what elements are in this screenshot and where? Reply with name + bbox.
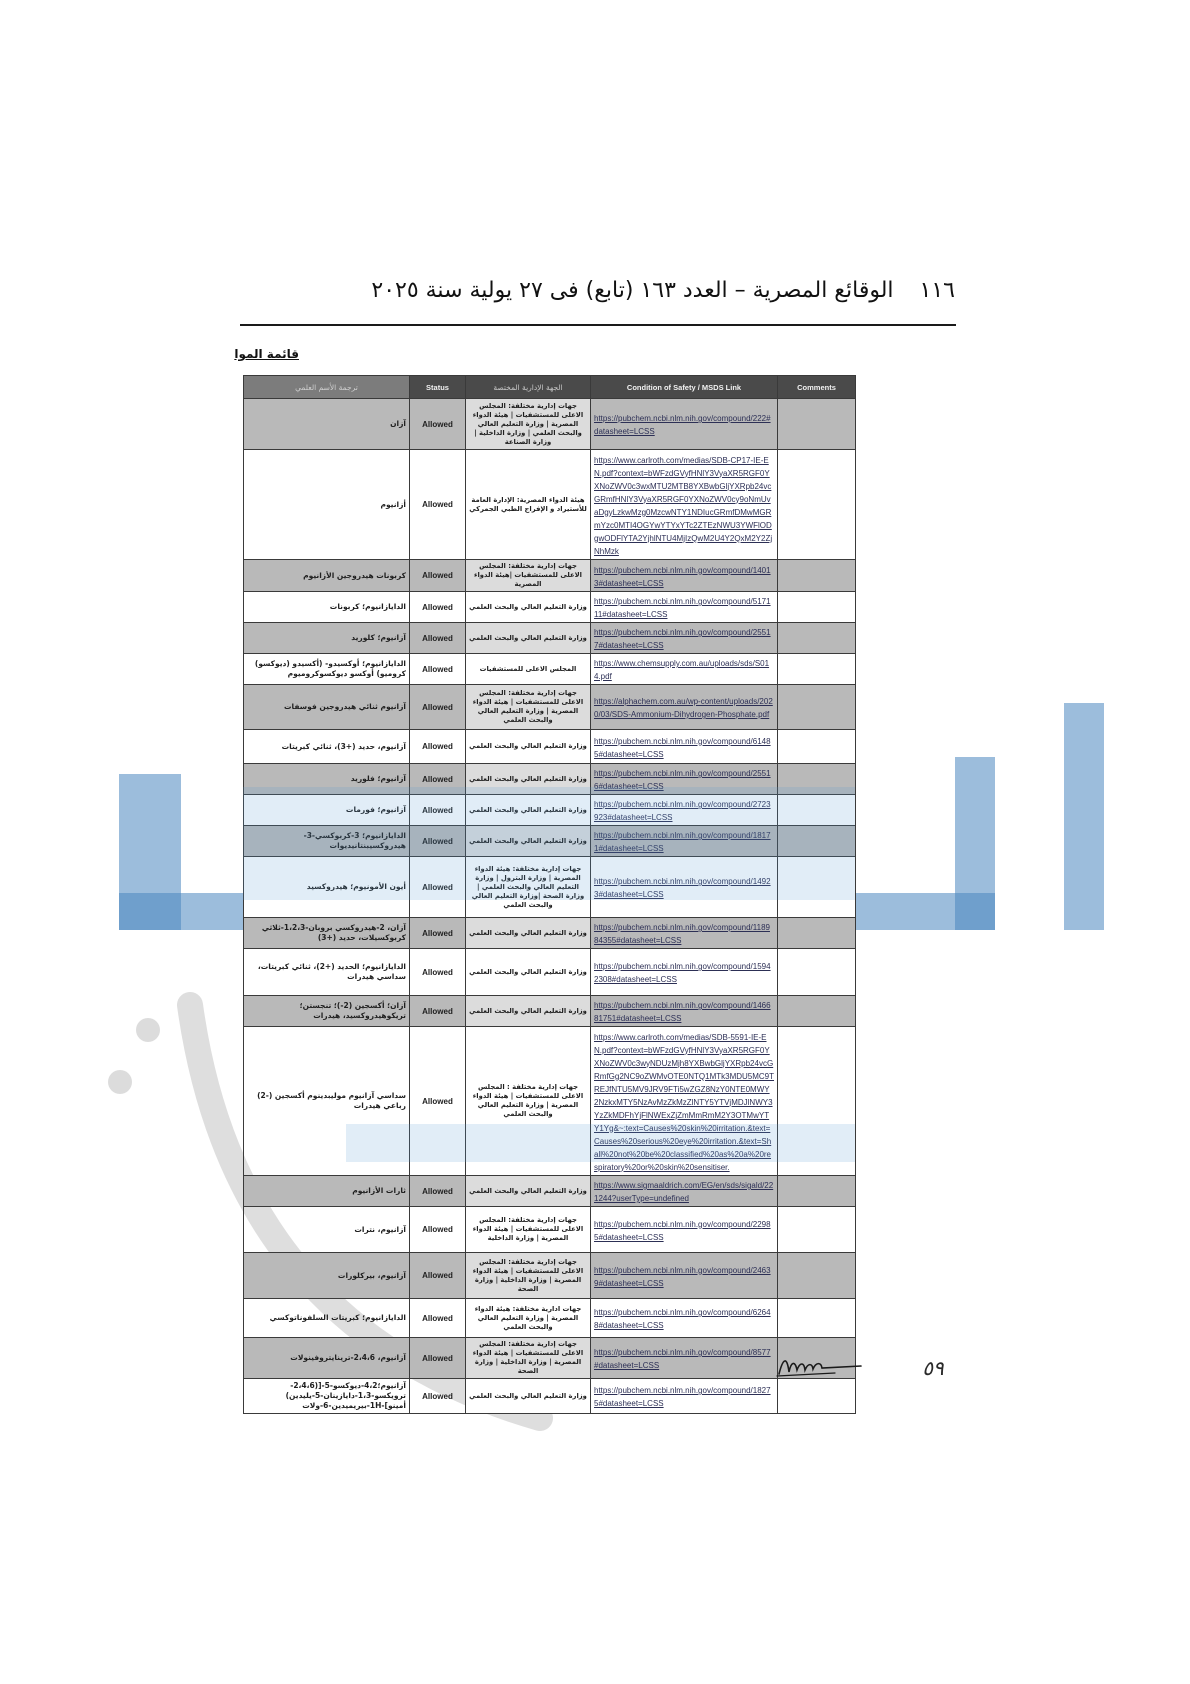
scientific-name-cell: آزانيوم ثنائي هيدروجين فوسفات <box>244 685 410 730</box>
comments-cell <box>778 795 856 826</box>
section-title: قائمة الموا <box>234 347 299 361</box>
msds-link[interactable]: https://pubchem.ncbi.nlm.nih.gov/compound/18171#datasheet=LCSS <box>594 831 771 853</box>
scientific-name-cell: كربونات هيدروجين الأزانيوم <box>244 560 410 592</box>
msds-link-cell <box>591 654 778 685</box>
table-row <box>244 654 856 685</box>
header-rule <box>240 324 956 326</box>
msds-link-cell <box>591 685 778 730</box>
status-cell: Allowed <box>410 730 466 764</box>
header-title: الوقائع المصرية – العدد ١٦٣ (تابع) فى ٢٧ يولية سنة ٢٠٢٥ <box>371 278 894 303</box>
column-header-name: ترجمة الأسم العلمي <box>244 376 410 399</box>
authority-cell: جهات إدارية مختلفة: المجلس الاعلى للمستشفيات | هيئة الدواء المصرية | وزارة التعليم العالي والبحث العلمي | وزارة الداخلية | وزارة الصناعة <box>466 399 591 450</box>
scientific-name-cell: الدايازانيوم؛ كربونات <box>244 592 410 623</box>
table-row <box>244 1338 856 1379</box>
status-cell: Allowed <box>410 592 466 623</box>
msds-link-cell <box>591 1176 778 1207</box>
scientific-name-cell: سداسي آزانيوم موليبدينوم أكسجين (-2) رباعي هيدرات <box>244 1027 410 1176</box>
comments-cell <box>778 1027 856 1176</box>
comments-cell <box>778 685 856 730</box>
msds-link-cell <box>591 949 778 996</box>
authority-cell: جهات إدارية مختلفة: المجلس الاعلى للمستشفيات | هيئة الدواء المصرية | وزارة الداخلية <box>466 1207 591 1253</box>
materials-table <box>243 375 856 1414</box>
table-row <box>244 764 856 795</box>
msds-link-cell <box>591 1338 778 1379</box>
handwritten-signature <box>775 1350 865 1380</box>
scientific-name-cell: آزان، 2-هيدروكسي بروبان-1،2،3-ثلاثي كربوكسيلات، حديد (+3) <box>244 918 410 949</box>
authority-cell: وزارة التعليم العالي والبحث العلمي <box>466 996 591 1027</box>
msds-link-cell <box>591 1299 778 1338</box>
table-row <box>244 826 856 857</box>
msds-link-cell <box>591 1379 778 1414</box>
status-cell: Allowed <box>410 949 466 996</box>
msds-link[interactable]: https://pubchem.ncbi.nlm.nih.gov/compound/2723923#datasheet=LCSS <box>594 800 771 822</box>
table-row <box>244 450 856 560</box>
comments-cell <box>778 918 856 949</box>
comments-cell <box>778 560 856 592</box>
status-cell: Allowed <box>410 560 466 592</box>
authority-cell: وزارة التعليم العالي والبحث العلمي <box>466 764 591 795</box>
msds-link[interactable]: https://pubchem.ncbi.nlm.nih.gov/compound/24639#datasheet=LCSS <box>594 1265 771 1288</box>
msds-link[interactable]: https://www.carlroth.com/medias/SDB-5591-IE-EN.pdf?context=bWFzdGVyfHNlY3VyaXR5RGF0YXNoZWV0c3wyNDUzMjh8YXBwbGljYXRpb24vcGRmfGg2NC9oZWMvOTE0NTQ1MTk3MDU5MC9TREJfNTU5MV9JRV9FTi5wZGZ8NzY0NTE0MWY2NzkxMTY5NzAvMzZkMzZlNTY5YTVjMDJlNWY3YzZkMDFhYjFlNWExZjZmMmRmM2Y3OTMwYTY1Yg&~:text=Causes%20skin%20irritation.&text=Causes%20serious%20eye%20irritation.&text=Shall%20not%20be%20classified%20as%20a%20respiratory%20or%20skin%20sensitiser. <box>594 1032 775 1172</box>
authority-cell: جهات إدارية مختلفة: المجلس الاعلى للمستشفيات | هيئة الدواء المصرية | وزارة التعليم العالي والبحث العلمي <box>466 685 591 730</box>
table-row <box>244 560 856 592</box>
comments-cell <box>778 399 856 450</box>
authority-cell: وزارة التعليم العالي والبحث العلمي <box>466 1379 591 1414</box>
scientific-name-cell: الدايازانيوم؛ أوكسيدو- (أكسيدو (ديوكسو) كروميو) أوكسو ديوكسوكروميوم <box>244 654 410 685</box>
authority-cell: جهات إدارية مختلفة: المجلس الاعلى للمستشفيات | هيئة الدواء المصرية | وزارة الداخلية | وزارة الصحة <box>466 1253 591 1299</box>
table-row <box>244 795 856 826</box>
scientific-name-cell: آزانيوم؛ فورمات <box>244 795 410 826</box>
table-row <box>244 685 856 730</box>
msds-link[interactable]: https://pubchem.ncbi.nlm.nih.gov/compound/14013#datasheet=LCSS <box>594 565 771 588</box>
table-row <box>244 1379 856 1414</box>
status-cell: Allowed <box>410 918 466 949</box>
authority-cell: المجلس الاعلى للمستشفيات <box>466 654 591 685</box>
msds-link-cell <box>591 730 778 764</box>
scientific-name-cell: آزان <box>244 399 410 450</box>
msds-link-cell <box>591 592 778 623</box>
comments-cell <box>778 764 856 795</box>
scientific-name-cell: آزانيوم، نترات <box>244 1207 410 1253</box>
comments-cell <box>778 1299 856 1338</box>
authority-cell: وزارة التعليم العالي والبحث العلمي <box>466 623 591 654</box>
comments-cell <box>778 1253 856 1299</box>
msds-link-cell <box>591 996 778 1027</box>
table-header-row <box>244 376 856 399</box>
status-cell: Allowed <box>410 623 466 654</box>
table-row <box>244 592 856 623</box>
column-header-comments: Comments <box>778 376 856 399</box>
scientific-name-cell: آزانيوم، 2،4،6-ترينايتروفينولات <box>244 1338 410 1379</box>
authority-cell: وزارة التعليم العالي والبحث العلمي <box>466 918 591 949</box>
msds-link-cell <box>591 1207 778 1253</box>
msds-link-cell <box>591 560 778 592</box>
watermark-left-base <box>119 893 243 930</box>
authority-cell: وزارة التعليم العالي والبحث العلمي <box>466 826 591 857</box>
comments-cell <box>778 654 856 685</box>
comments-cell <box>778 826 856 857</box>
msds-link-cell <box>591 450 778 560</box>
table-row <box>244 1253 856 1299</box>
msds-link-cell <box>591 1027 778 1176</box>
table-row <box>244 1207 856 1253</box>
status-cell: Allowed <box>410 654 466 685</box>
table-row <box>244 857 856 918</box>
comments-cell <box>778 996 856 1027</box>
status-cell: Allowed <box>410 1253 466 1299</box>
scientific-name-cell: آزانيوم؛ فلوريد <box>244 764 410 795</box>
table-row <box>244 399 856 450</box>
scientific-name-cell: آزان؛ أكسجين (2-)؛ تنجستن؛ تريكوهيدروكسيد، هيدرات <box>244 996 410 1027</box>
msds-link[interactable]: https://pubchem.ncbi.nlm.nih.gov/compound/18275#datasheet=LCSS <box>594 1386 771 1408</box>
msds-link-cell <box>591 764 778 795</box>
msds-link[interactable]: https://pubchem.ncbi.nlm.nih.gov/compound/62648#datasheet=LCSS <box>594 1308 771 1330</box>
table-row <box>244 730 856 764</box>
column-header-authority: الجهة الإدارية المختصة <box>466 376 591 399</box>
authority-cell: وزارة التعليم العالي والبحث العلمي <box>466 592 591 623</box>
comments-cell <box>778 857 856 918</box>
watermark-right-stroke <box>1064 703 1104 930</box>
scientific-name-cell: أيون الأمونيوم؛ هيدروكسيد <box>244 857 410 918</box>
comments-cell <box>778 623 856 654</box>
column-header-status: Status <box>410 376 466 399</box>
scientific-name-cell: أزانيوم <box>244 450 410 560</box>
authority-cell: جهات إدارية مختلفة: المجلس الاعلى للمستشفيات |هيئة الدواء المصرية <box>466 560 591 592</box>
table-row <box>244 1176 856 1207</box>
msds-link[interactable]: https://pubchem.ncbi.nlm.nih.gov/compound/25516#datasheet=LCSS <box>594 769 771 791</box>
comments-cell <box>778 1176 856 1207</box>
msds-link-cell <box>591 399 778 450</box>
authority-cell: وزارة التعليم العالي والبحث العلمي <box>466 1176 591 1207</box>
msds-link[interactable]: https://pubchem.ncbi.nlm.nih.gov/compound/146681751#datasheet=LCSS <box>594 1001 771 1023</box>
msds-link[interactable]: https://pubchem.ncbi.nlm.nih.gov/compound/61485#datasheet=LCSS <box>594 736 771 759</box>
table-row <box>244 1299 856 1338</box>
authority-cell: جهات إدارية مختلفة : المجلس الاعلى للمستشفيات | هيئة الدواء المصرية | وزارة التعليم العالي والبحث العلمي <box>466 1027 591 1176</box>
comments-cell <box>778 949 856 996</box>
status-cell: Allowed <box>410 1027 466 1176</box>
scientific-name-cell: آزانيوم، حديد (+3)، ثنائي كبريتات <box>244 730 410 764</box>
status-cell: Allowed <box>410 857 466 918</box>
authority-cell: وزارة التعليم العالي والبحث العلمي <box>466 949 591 996</box>
scientific-name-cell: الدايازانيوم؛ كبريتات السلفوناتوكسي <box>244 1299 410 1338</box>
msds-link-cell <box>591 826 778 857</box>
msds-link[interactable]: https://www.sigmaaldrich.com/EG/en/sds/sigald/221244?userType=undefined <box>594 1181 774 1203</box>
status-cell: Allowed <box>410 795 466 826</box>
authority-cell: جهات إدارية مختلفة: هيئة الدواء المصرية | وزارة البترول | وزارة التعليم العالي والبحث العلمي | وزارة الصحة |وزارة التعليم العالي والبحث العلمي <box>466 857 591 918</box>
comments-cell <box>778 450 856 560</box>
header-page-number: ١١٦ <box>919 278 955 303</box>
status-cell: Allowed <box>410 1338 466 1379</box>
authority-cell: وزارة التعليم العالي والبحث العلمي <box>466 795 591 826</box>
authority-cell: وزارة التعليم العالي والبحث العلمي <box>466 730 591 764</box>
page-header <box>235 276 955 308</box>
msds-link[interactable]: https://pubchem.ncbi.nlm.nih.gov/compound/118984355#datasheet=LCSS <box>594 923 770 945</box>
scientific-name-cell: آزانيوم؛4،2-ديوكسو-5-[(2،4،6-ترويكسو-1،3-دايازينان-5-يليدين) أمينو]-1H-بيريميدين-6-ولات <box>244 1379 410 1414</box>
scientific-name-cell: الدايازانيوم؛ الحديد (+2)، ثنائي كبريتات، سداسي هيدرات <box>244 949 410 996</box>
status-cell: Allowed <box>410 450 466 560</box>
authority-cell: هيئة الدواء المصرية: الإدارة العامة للأستيراد و الإفراج الطبي الجمركي <box>466 450 591 560</box>
comments-cell <box>778 592 856 623</box>
msds-link[interactable]: https://pubchem.ncbi.nlm.nih.gov/compound/15942308#datasheet=LCSS <box>594 962 771 984</box>
table-row <box>244 918 856 949</box>
scientific-name-cell: آزانيوم؛ كلوريد <box>244 623 410 654</box>
msds-link[interactable]: https://alphachem.com.au/wp-content/uploads/2020/03/SDS-Ammonium-Dihydrogen-Phosphate.pdf <box>594 697 773 719</box>
msds-link[interactable]: https://pubchem.ncbi.nlm.nih.gov/compound/222#datasheet=LCSS <box>594 414 771 436</box>
authority-cell: جهات إدارية مختلفة: المجلس الاعلى للمستشفيات | هيئة الدواء المصرية | وزارة الداخلية | وزارة الصحة <box>466 1338 591 1379</box>
msds-link-cell <box>591 918 778 949</box>
status-cell: Allowed <box>410 399 466 450</box>
status-cell: Allowed <box>410 1176 466 1207</box>
comments-cell <box>778 1379 856 1414</box>
watermark-mid-base <box>855 893 995 930</box>
column-header-msds-link: Condition of Safety / MSDS Link <box>591 376 778 399</box>
status-cell: Allowed <box>410 826 466 857</box>
msds-link-cell <box>591 1253 778 1299</box>
scientific-name-cell: آزانيوم، بيركلورات <box>244 1253 410 1299</box>
status-cell: Allowed <box>410 1379 466 1414</box>
status-cell: Allowed <box>410 1299 466 1338</box>
msds-link-cell <box>591 857 778 918</box>
handwritten-page-mark: ٥٩ <box>922 1356 944 1380</box>
status-cell: Allowed <box>410 764 466 795</box>
msds-link[interactable]: https://pubchem.ncbi.nlm.nih.gov/compound/25517#datasheet=LCSS <box>594 628 771 650</box>
authority-cell: جهات ادارية مختلفة: هيئة الدواء المصرية | وزارة التعليم العالي والبحث العلمي <box>466 1299 591 1338</box>
msds-link-cell <box>591 795 778 826</box>
table-body <box>244 399 856 1414</box>
msds-link-cell <box>591 623 778 654</box>
table-row <box>244 1027 856 1176</box>
msds-link[interactable]: https://pubchem.ncbi.nlm.nih.gov/compound/22985#datasheet=LCSS <box>594 1219 771 1242</box>
status-cell: Allowed <box>410 1207 466 1253</box>
scientific-name-cell: الدايازانيوم؛ 3-كربوكسي-3-هيدروكسيبنتانيديوات <box>244 826 410 857</box>
table-row <box>244 623 856 654</box>
msds-link[interactable]: https://pubchem.ncbi.nlm.nih.gov/compound/14923#datasheet=LCSS <box>594 877 771 899</box>
comments-cell <box>778 1207 856 1253</box>
msds-link[interactable]: https://pubchem.ncbi.nlm.nih.gov/compound/8577#datasheet=LCSS <box>594 1348 771 1370</box>
msds-link[interactable]: https://pubchem.ncbi.nlm.nih.gov/compound/517111#datasheet=LCSS <box>594 597 771 619</box>
msds-link[interactable]: https://www.chemsupply.com.au/uploads/sds/S014.pdf <box>594 659 770 681</box>
status-cell: Allowed <box>410 996 466 1027</box>
table-row <box>244 949 856 996</box>
msds-link[interactable]: https://www.carlroth.com/medias/SDB-CP17-IE-EN.pdf?context=bWFzdGVyfHNlY3VyaXR5RGF0YXNoZWV0c3wxMTU2MTB8YXBwbGljYXRpb24vcGRmfHNlY3VyaXR5RGF0YXNoZWV0cy9oNmUvaDgyLzkwMzg0MzcwNTY1NDIucGRmfDMwMGRmYzc0MTI4OGYwYTYxYTc2ZTEzNWU3YWFlODgwODFlYTA2YjhlNTU4MjIzQwM2U4Y2QxM2Y2ZjNhMzk <box>594 455 773 556</box>
comments-cell <box>778 730 856 764</box>
table-row <box>244 996 856 1027</box>
scientific-name-cell: ثارات الأزانيوم <box>244 1176 410 1207</box>
status-cell: Allowed <box>410 685 466 730</box>
